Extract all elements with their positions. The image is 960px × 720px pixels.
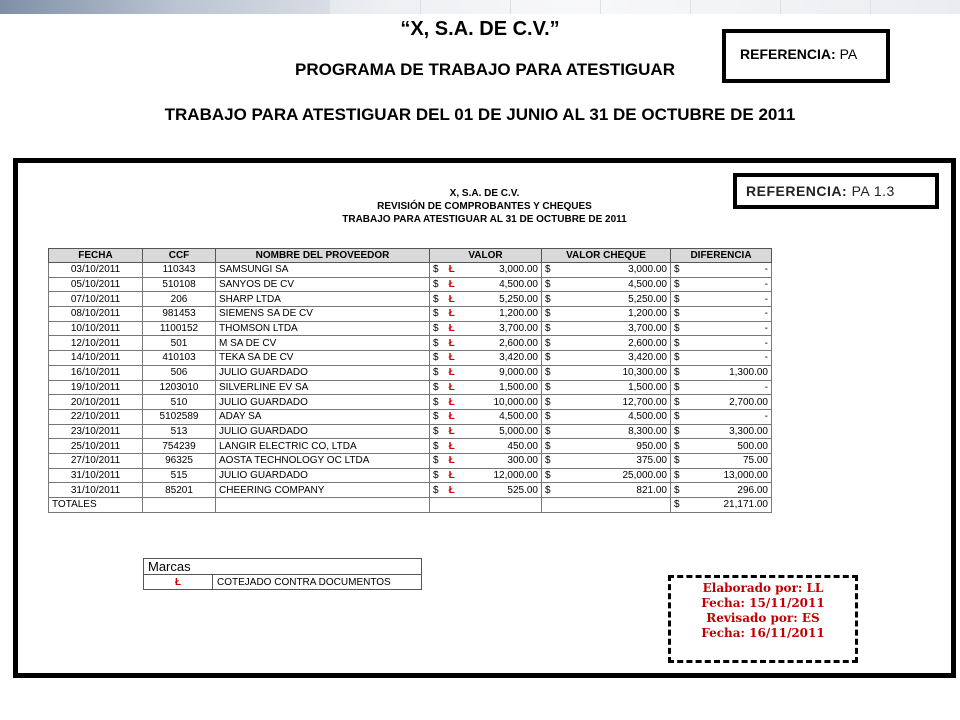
table-row (49, 263, 772, 278)
table-row (49, 292, 772, 307)
reference-label: REFERENCIA: (740, 46, 836, 62)
verified-mark: Ł (448, 411, 455, 423)
proveedor-cell: JULIO GUARDADO (216, 468, 430, 483)
fecha-cell: 16/10/2011 (49, 365, 143, 380)
ccf-cell: 754239 (143, 439, 216, 454)
diferencia-amount: - (764, 279, 768, 291)
diferencia-amount: 296.00 (737, 484, 768, 496)
cheque-cell (542, 395, 671, 410)
banner-segment (510, 0, 601, 14)
diferencia-amount: 2,700.00 (729, 396, 768, 408)
verified-mark: Ł (448, 308, 455, 320)
valor-amount: 450.00 (507, 440, 538, 452)
period-title: TRABAJO PARA ATESTIGUAR DEL 01 DE JUNIO AL 31 DE OCTUBRE DE 2011 (164, 105, 796, 124)
valor-cell (430, 277, 542, 292)
currency-symbol: $ (433, 308, 439, 320)
verified-mark: Ł (448, 455, 455, 467)
table-row (49, 321, 772, 336)
verified-mark: Ł (448, 293, 455, 305)
diferencia-cell (671, 336, 772, 351)
table-row (49, 424, 772, 439)
currency-symbol: $ (545, 337, 551, 349)
currency-symbol: $ (545, 293, 551, 305)
cheque-amount: 4,500.00 (628, 279, 667, 291)
valor-amount: 1,500.00 (499, 381, 538, 393)
table-row (49, 468, 772, 483)
valor-amount: 2,600.00 (499, 337, 538, 349)
diferencia-cell (671, 263, 772, 278)
table-row (49, 483, 772, 498)
table-header-row (49, 249, 772, 263)
currency-symbol: $ (674, 279, 680, 291)
currency-symbol: $ (433, 279, 439, 291)
currency-symbol: $ (545, 425, 551, 437)
col-header-fecha: FECHA (49, 249, 143, 263)
signoff-reviewed-by: Revisado por: ES (706, 611, 820, 625)
currency-symbol: $ (674, 337, 680, 349)
cheque-amount: 950.00 (636, 440, 667, 452)
valor-amount: 3,000.00 (499, 264, 538, 276)
currency-symbol: $ (545, 264, 551, 276)
currency-symbol: $ (545, 411, 551, 423)
diferencia-amount: - (764, 337, 768, 349)
cheque-cell (542, 365, 671, 380)
fecha-cell: 03/10/2011 (49, 263, 143, 278)
currency-symbol: $ (433, 469, 439, 481)
cheque-cell (542, 424, 671, 439)
ccf-cell: 5102589 (143, 409, 216, 424)
diferencia-cell (671, 351, 772, 366)
fecha-cell: 22/10/2011 (49, 409, 143, 424)
diferencia-cell (671, 395, 772, 410)
workpaper-sheet (13, 158, 956, 678)
valor-amount: 5,000.00 (499, 425, 538, 437)
fecha-cell: 20/10/2011 (49, 395, 143, 410)
currency-symbol: $ (545, 455, 551, 467)
currency-symbol: $ (433, 293, 439, 305)
valor-amount: 3,700.00 (499, 323, 538, 335)
ccf-cell: 506 (143, 365, 216, 380)
fecha-cell: 25/10/2011 (49, 439, 143, 454)
ccf-cell: 515 (143, 468, 216, 483)
cheque-amount: 10,300.00 (622, 367, 667, 379)
diferencia-cell (671, 424, 772, 439)
ccf-cell: 206 (143, 292, 216, 307)
proveedor-cell: AOSTA TECHNOLOGY OC LTDA (216, 453, 430, 468)
diferencia-cell (671, 468, 772, 483)
diferencia-amount: 75.00 (742, 455, 768, 467)
verified-mark: Ł (448, 337, 455, 349)
table-row (49, 307, 772, 322)
cheque-cell (542, 292, 671, 307)
cheque-amount: 1,500.00 (628, 381, 667, 393)
fecha-cell: 07/10/2011 (49, 292, 143, 307)
diferencia-cell (671, 453, 772, 468)
banner-segment (870, 0, 960, 14)
currency-symbol: $ (433, 367, 439, 379)
currency-symbol: $ (433, 323, 439, 335)
currency-symbol: $ (674, 293, 680, 305)
verified-mark: Ł (448, 484, 455, 496)
proveedor-cell: SIEMENS SA DE CV (216, 307, 430, 322)
currency-symbol: $ (674, 323, 680, 335)
empty-cell (542, 498, 671, 513)
currency-symbol: $ (674, 425, 680, 437)
diferencia-cell (671, 483, 772, 498)
cheque-amount: 8,300.00 (628, 425, 667, 437)
diferencia-amount: - (764, 352, 768, 364)
valor-amount: 12,000.00 (493, 469, 538, 481)
marcas-title: Marcas (144, 559, 422, 575)
cheque-amount: 2,600.00 (628, 337, 667, 349)
proveedor-cell: TEKA SA DE CV (216, 351, 430, 366)
vouchers-table (48, 248, 772, 513)
verified-mark: Ł (448, 396, 455, 408)
currency-symbol: $ (545, 440, 551, 452)
table-row (49, 453, 772, 468)
valor-cell (430, 321, 542, 336)
verified-mark: Ł (448, 440, 455, 452)
fecha-cell: 10/10/2011 (49, 321, 143, 336)
cheque-cell (542, 351, 671, 366)
cheque-amount: 12,700.00 (622, 396, 667, 408)
signoff-prepared-by: Elaborado por: LL (702, 581, 824, 595)
currency-symbol: $ (433, 484, 439, 496)
marcas-symbol: Ł (144, 575, 213, 590)
cheque-cell (542, 409, 671, 424)
currency-symbol: $ (674, 455, 680, 467)
diferencia-amount: 500.00 (737, 440, 768, 452)
currency-symbol: $ (674, 352, 680, 364)
cheque-amount: 3,700.00 (628, 323, 667, 335)
col-header-diferencia: DIFERENCIA (671, 249, 772, 263)
valor-cell (430, 483, 542, 498)
fecha-cell: 14/10/2011 (49, 351, 143, 366)
cheque-amount: 25,000.00 (622, 469, 667, 481)
diferencia-cell (671, 292, 772, 307)
cheque-cell (542, 263, 671, 278)
ccf-cell: 85201 (143, 483, 216, 498)
fecha-cell: 19/10/2011 (49, 380, 143, 395)
banner-segment (780, 0, 871, 14)
valor-cell (430, 453, 542, 468)
valor-amount: 9,000.00 (499, 367, 538, 379)
valor-cell (430, 351, 542, 366)
diferencia-amount: - (764, 323, 768, 335)
sheet-reference-box (733, 173, 939, 209)
cheque-cell (542, 468, 671, 483)
currency-symbol: $ (545, 352, 551, 364)
currency-symbol: $ (674, 484, 680, 496)
empty-cell (430, 498, 542, 513)
proveedor-cell: M SA DE CV (216, 336, 430, 351)
table-row (49, 439, 772, 454)
total-diferencia: 21,171.00 (723, 499, 768, 511)
verified-mark: Ł (448, 352, 455, 364)
valor-amount: 525.00 (507, 484, 538, 496)
currency-symbol: $ (545, 396, 551, 408)
diferencia-amount: - (764, 381, 768, 393)
verified-mark: Ł (448, 279, 455, 291)
ccf-cell: 1203010 (143, 380, 216, 395)
empty-cell (143, 498, 216, 513)
currency-symbol: $ (545, 469, 551, 481)
totals-label: TOTALES (49, 498, 143, 513)
ccf-cell: 510108 (143, 277, 216, 292)
currency-symbol: $ (545, 484, 551, 496)
currency-symbol: $ (674, 396, 680, 408)
totals-row (49, 498, 772, 513)
fecha-cell: 31/10/2011 (49, 483, 143, 498)
currency-symbol: $ (674, 469, 680, 481)
company-title: “X, S.A. DE C.V.” (400, 18, 560, 40)
currency-symbol: $ (674, 264, 680, 276)
proveedor-cell: SAMSUNGI SA (216, 263, 430, 278)
proveedor-cell: JULIO GUARDADO (216, 395, 430, 410)
table-row (49, 277, 772, 292)
currency-symbol: $ (545, 367, 551, 379)
signoff-reviewed-date: Fecha: 16/11/2011 (701, 626, 825, 640)
cheque-amount: 5,250.00 (628, 293, 667, 305)
proveedor-cell: ADAY SA (216, 409, 430, 424)
valor-amount: 5,250.00 (499, 293, 538, 305)
col-header-ccf: CCF (143, 249, 216, 263)
valor-cell (430, 365, 542, 380)
sheet-subtitle: REVISIÓN DE COMPROBANTES Y CHEQUES (377, 201, 592, 212)
verified-mark: Ł (448, 425, 455, 437)
diferencia-amount: - (764, 411, 768, 423)
currency-symbol: $ (674, 411, 680, 423)
cheque-cell (542, 380, 671, 395)
valor-cell (430, 336, 542, 351)
verified-mark: Ł (448, 323, 455, 335)
cheque-amount: 3,000.00 (628, 264, 667, 276)
fecha-cell: 05/10/2011 (49, 277, 143, 292)
table-row (49, 351, 772, 366)
diferencia-amount: 3,300.00 (729, 425, 768, 437)
currency-symbol: $ (545, 308, 551, 320)
diferencia-amount: - (764, 293, 768, 305)
proveedor-cell: LANGIR ELECTRIC CO, LTDA (216, 439, 430, 454)
diferencia-amount: 1,300.00 (729, 367, 768, 379)
diferencia-amount: - (764, 264, 768, 276)
marcas-legend (143, 558, 422, 590)
banner-segment (330, 0, 421, 14)
decorative-top-banner (0, 0, 960, 14)
cheque-amount: 1,200.00 (628, 308, 667, 320)
valor-cell (430, 292, 542, 307)
ccf-cell: 510 (143, 395, 216, 410)
fecha-cell: 27/10/2011 (49, 453, 143, 468)
cheque-amount: 4,500.00 (628, 411, 667, 423)
currency-symbol: $ (674, 367, 680, 379)
valor-cell (430, 468, 542, 483)
currency-symbol: $ (674, 308, 680, 320)
ccf-cell: 410103 (143, 351, 216, 366)
cheque-amount: 375.00 (636, 455, 667, 467)
valor-cell (430, 263, 542, 278)
ccf-cell: 513 (143, 424, 216, 439)
valor-cell (430, 395, 542, 410)
table-row (49, 395, 772, 410)
currency-symbol: $ (674, 381, 680, 393)
fecha-cell: 08/10/2011 (49, 307, 143, 322)
col-header-valor-cheque: VALOR CHEQUE (542, 249, 671, 263)
diferencia-amount: 13,000.00 (723, 469, 768, 481)
signoff-stamp (668, 575, 858, 663)
fecha-cell: 23/10/2011 (49, 424, 143, 439)
banner-segment (690, 0, 781, 14)
ccf-cell: 96325 (143, 453, 216, 468)
diferencia-cell (671, 307, 772, 322)
valor-amount: 300.00 (507, 455, 538, 467)
ccf-cell: 110343 (143, 263, 216, 278)
diferencia-cell (671, 365, 772, 380)
cheque-cell (542, 321, 671, 336)
verified-mark: Ł (448, 264, 455, 276)
col-header-proveedor: NOMBRE DEL PROVEEDOR (216, 249, 430, 263)
currency-symbol: $ (674, 440, 680, 452)
cheque-cell (542, 439, 671, 454)
valor-amount: 10,000.00 (493, 396, 538, 408)
currency-symbol: $ (433, 455, 439, 467)
valor-cell (430, 424, 542, 439)
currency-symbol: $ (433, 264, 439, 276)
empty-cell (216, 498, 430, 513)
currency-symbol: $ (433, 381, 439, 393)
currency-symbol: $ (433, 352, 439, 364)
table-row (49, 380, 772, 395)
cheque-amount: 3,420.00 (628, 352, 667, 364)
proveedor-cell: JULIO GUARDADO (216, 365, 430, 380)
marcas-description: COTEJADO CONTRA DOCUMENTOS (213, 575, 422, 590)
banner-segment (420, 0, 511, 14)
proveedor-cell: SANYOS DE CV (216, 277, 430, 292)
ccf-cell: 1100152 (143, 321, 216, 336)
valor-amount: 3,420.00 (499, 352, 538, 364)
diferencia-cell (671, 409, 772, 424)
signoff-prepared-date: Fecha: 15/11/2011 (701, 596, 825, 610)
table-row (49, 409, 772, 424)
fecha-cell: 31/10/2011 (49, 468, 143, 483)
valor-cell (430, 380, 542, 395)
valor-amount: 4,500.00 (499, 411, 538, 423)
verified-mark: Ł (448, 469, 455, 481)
ccf-cell: 501 (143, 336, 216, 351)
verified-mark: Ł (448, 367, 455, 379)
col-header-valor: VALOR (430, 249, 542, 263)
table-row (49, 336, 772, 351)
cheque-cell (542, 277, 671, 292)
sheet-reference-value: PA 1.3 (851, 183, 895, 199)
currency-symbol: $ (433, 337, 439, 349)
currency-symbol: $ (433, 425, 439, 437)
reference-value: PA (839, 46, 858, 62)
currency-symbol: $ (545, 323, 551, 335)
table-body (49, 263, 772, 498)
valor-cell (430, 439, 542, 454)
currency-symbol: $ (545, 279, 551, 291)
diferencia-amount: - (764, 308, 768, 320)
proveedor-cell: JULIO GUARDADO (216, 424, 430, 439)
program-title: PROGRAMA DE TRABAJO PARA ATESTIGUAR (295, 60, 675, 79)
diferencia-cell (671, 439, 772, 454)
diferencia-cell (671, 277, 772, 292)
table-row (49, 365, 772, 380)
currency-symbol: $ (545, 381, 551, 393)
diferencia-cell (671, 321, 772, 336)
proveedor-cell: SILVERLINE EV SA (216, 380, 430, 395)
cheque-cell (542, 483, 671, 498)
valor-cell (430, 409, 542, 424)
cheque-amount: 821.00 (636, 484, 667, 496)
proveedor-cell: THOMSON LTDA (216, 321, 430, 336)
currency-symbol: $ (433, 396, 439, 408)
valor-amount: 1,200.00 (499, 308, 538, 320)
cheque-cell (542, 336, 671, 351)
proveedor-cell: CHEERING COMPANY (216, 483, 430, 498)
currency-symbol: $ (674, 499, 680, 511)
cheque-cell (542, 453, 671, 468)
cheque-cell (542, 307, 671, 322)
fecha-cell: 12/10/2011 (49, 336, 143, 351)
valor-cell (430, 307, 542, 322)
sheet-reference-label: REFERENCIA: (746, 183, 848, 199)
sheet-period: TRABAJO PARA ATESTIGUAR AL 31 DE OCTUBRE DE 2011 (342, 214, 627, 225)
reference-box (722, 29, 890, 83)
valor-amount: 4,500.00 (499, 279, 538, 291)
banner-segment (600, 0, 691, 14)
sheet-company: X, S.A. DE C.V. (449, 188, 520, 199)
currency-symbol: $ (433, 440, 439, 452)
currency-symbol: $ (433, 411, 439, 423)
proveedor-cell: SHARP LTDA (216, 292, 430, 307)
ccf-cell: 981453 (143, 307, 216, 322)
verified-mark: Ł (448, 381, 455, 393)
diferencia-cell (671, 380, 772, 395)
total-diferencia-cell (671, 498, 772, 513)
